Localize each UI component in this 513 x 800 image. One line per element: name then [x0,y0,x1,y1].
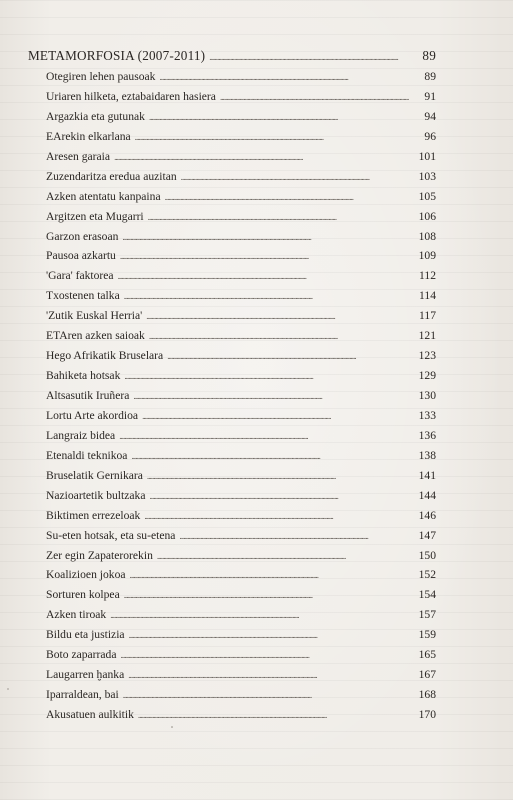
entry-page-number: 157 [418,608,436,622]
entry-page-number: 109 [418,249,436,263]
dot-leader [220,92,412,102]
dot-leader [129,630,412,640]
entry-page-number: 152 [418,568,436,582]
toc-entry [28,529,436,549]
toc-entry [28,409,436,429]
entry-page-number: 150 [418,548,436,562]
toc-entry [28,489,436,509]
toc-entry [28,469,436,489]
paper-speck [171,726,173,728]
entry-title: Uriaren hilketa, eztabaidaren hasiera [46,89,216,103]
entry-title: Hego Afrikatik Bruselara [46,349,164,363]
dot-leader [159,72,412,82]
entry-title: Koalizioen jokoa [46,568,126,582]
toc-entry [28,449,436,469]
dot-leader [146,311,412,321]
entry-title: EArekin elkarlana [46,129,131,143]
entry-title: Argazkia eta gutunak [46,109,145,123]
dot-leader [149,112,412,122]
dot-leader [133,391,412,401]
toc-entry [28,708,436,728]
entry-page-number: 159 [418,628,436,642]
toc-entry [28,369,436,389]
entry-page-number: 96 [424,129,436,143]
entry-page-number: 105 [418,189,436,203]
dot-leader [148,212,412,222]
entry-title: Otegiren lehen pausoak [46,70,156,83]
entry-title: Laugarren ḫanka [46,668,125,682]
dot-leader [135,132,412,142]
entry-page-number: 129 [418,369,436,383]
dot-leader [167,351,412,361]
dot-leader [119,431,412,441]
entry-page-number: 103 [418,169,436,183]
entry-page-number: 89 [424,70,436,83]
toc-entry [28,628,436,648]
dot-leader [124,590,412,600]
toc-entry [28,608,436,628]
entry-title: Garzon erasoan [46,229,119,243]
entry-page-number: 147 [418,528,436,542]
entry-title: Bruselatik Gernikara [46,468,143,482]
entry-title: Txostenen talka [46,289,120,303]
entry-page-number: 117 [419,309,436,323]
entry-page-number: 133 [418,408,436,422]
entry-page-number: 94 [424,109,436,123]
entry-title: Zuzendaritza eredua auzitan [46,169,177,183]
toc-entry [28,90,436,110]
toc-entry [28,648,436,668]
entry-page-number: 121 [418,329,436,343]
toc-entry [28,190,436,210]
toc-entry [28,130,436,150]
toc-entry [28,269,436,289]
toc-entry [28,549,436,569]
dot-leader [120,251,412,261]
entry-title: Aresen garaia [46,149,111,163]
entry-title: Langraiz bidea [46,428,116,442]
section-page-number: 89 [422,48,436,63]
entry-page-number: 114 [419,289,436,303]
entry-title: Azken atentatu kanpaina [46,189,161,203]
dot-leader [149,331,412,341]
entry-title: Altsasutik Iruñera [46,389,130,402]
toc-entry [28,249,436,269]
toc-entry [28,210,436,230]
toc-entry [28,389,436,409]
toc-entry [28,309,436,329]
entry-page-number: 146 [418,508,436,522]
entry-title: Su-eten hotsak, eta su-etena [46,528,176,542]
entry-title: Argitzen eta Mugarri [46,209,144,223]
entry-title: Etenaldi teknikoa [46,448,128,462]
dot-leader [131,451,412,461]
entry-page-number: 130 [418,389,436,402]
toc-entry [28,509,436,529]
dot-leader [128,670,412,680]
entry-page-number: 167 [418,668,436,682]
paper-speck [7,688,9,690]
entry-title: Pausoa azkartu [46,249,116,263]
entry-page-number: 101 [418,149,436,163]
entry-page-number: 154 [418,588,436,602]
dot-leader [149,491,412,501]
dot-leader [157,551,412,561]
entry-title: Iparraldean, bai [46,688,119,702]
toc-entry [28,329,436,349]
entry-title: 'Zutik Euskal Herria' [46,309,143,323]
dot-leader [124,371,412,381]
toc-entry [28,668,436,688]
toc-entry [28,170,436,190]
entry-title: Boto zaparrada [46,648,117,662]
dot-leader [165,192,412,202]
toc-entry [28,349,436,369]
dot-leader [179,531,412,541]
dot-leader [118,271,412,281]
dot-leader [181,172,412,182]
entry-title: Bahiketa hotsak [46,369,121,383]
entry-title: ETAren azken saioak [46,329,145,343]
toc-section-heading [28,48,436,70]
toc-entry [28,429,436,449]
toc-entry [28,230,436,250]
entry-title: Nazioartetik bultzaka [46,488,146,502]
entry-page-number: 123 [418,349,436,363]
entry-title: Lortu Arte akordioa [46,408,139,422]
toc-entry [28,70,436,90]
entry-page-number: 144 [418,488,436,502]
dot-leader [138,710,412,720]
entry-title: Biktimen errezeloak [46,508,141,522]
entry-title: 'Gara' faktorea [46,269,114,283]
entry-title: Sorturen kolpea [46,588,120,602]
entry-title: Azken tiroak [46,608,107,622]
entry-title: Akusatuen aulkitik [46,708,134,721]
entry-page-number: 168 [418,688,436,702]
dot-leader [123,690,412,700]
dot-leader [114,152,412,162]
entry-page-number: 91 [424,89,436,103]
entry-page-number: 112 [419,269,436,283]
dot-leader [121,650,413,660]
toc-entries [28,70,436,728]
dot-leader [122,232,412,242]
dot-leader [124,291,412,301]
dot-leader [130,570,412,580]
toc-entry [28,588,436,608]
entry-page-number: 170 [418,708,436,721]
entry-page-number: 138 [418,448,436,462]
dot-leader [209,52,412,62]
dot-leader [110,610,412,620]
table-of-contents [28,48,436,728]
entry-page-number: 141 [418,468,436,482]
dot-leader [142,411,412,421]
toc-entry [28,289,436,309]
entry-title: Bildu eta justizia [46,628,125,642]
dot-leader [144,511,412,521]
entry-page-number: 106 [418,209,436,223]
entry-page-number: 165 [418,648,436,662]
toc-entry [28,150,436,170]
entry-page-number: 108 [418,229,436,243]
toc-entry [28,110,436,130]
dot-leader [147,471,412,481]
toc-entry [28,688,436,708]
entry-title: Zer egin Zapaterorekin [46,548,153,562]
section-title: METAMORFOSIA (2007-2011) [28,48,206,63]
toc-entry [28,568,436,588]
entry-page-number: 136 [418,428,436,442]
